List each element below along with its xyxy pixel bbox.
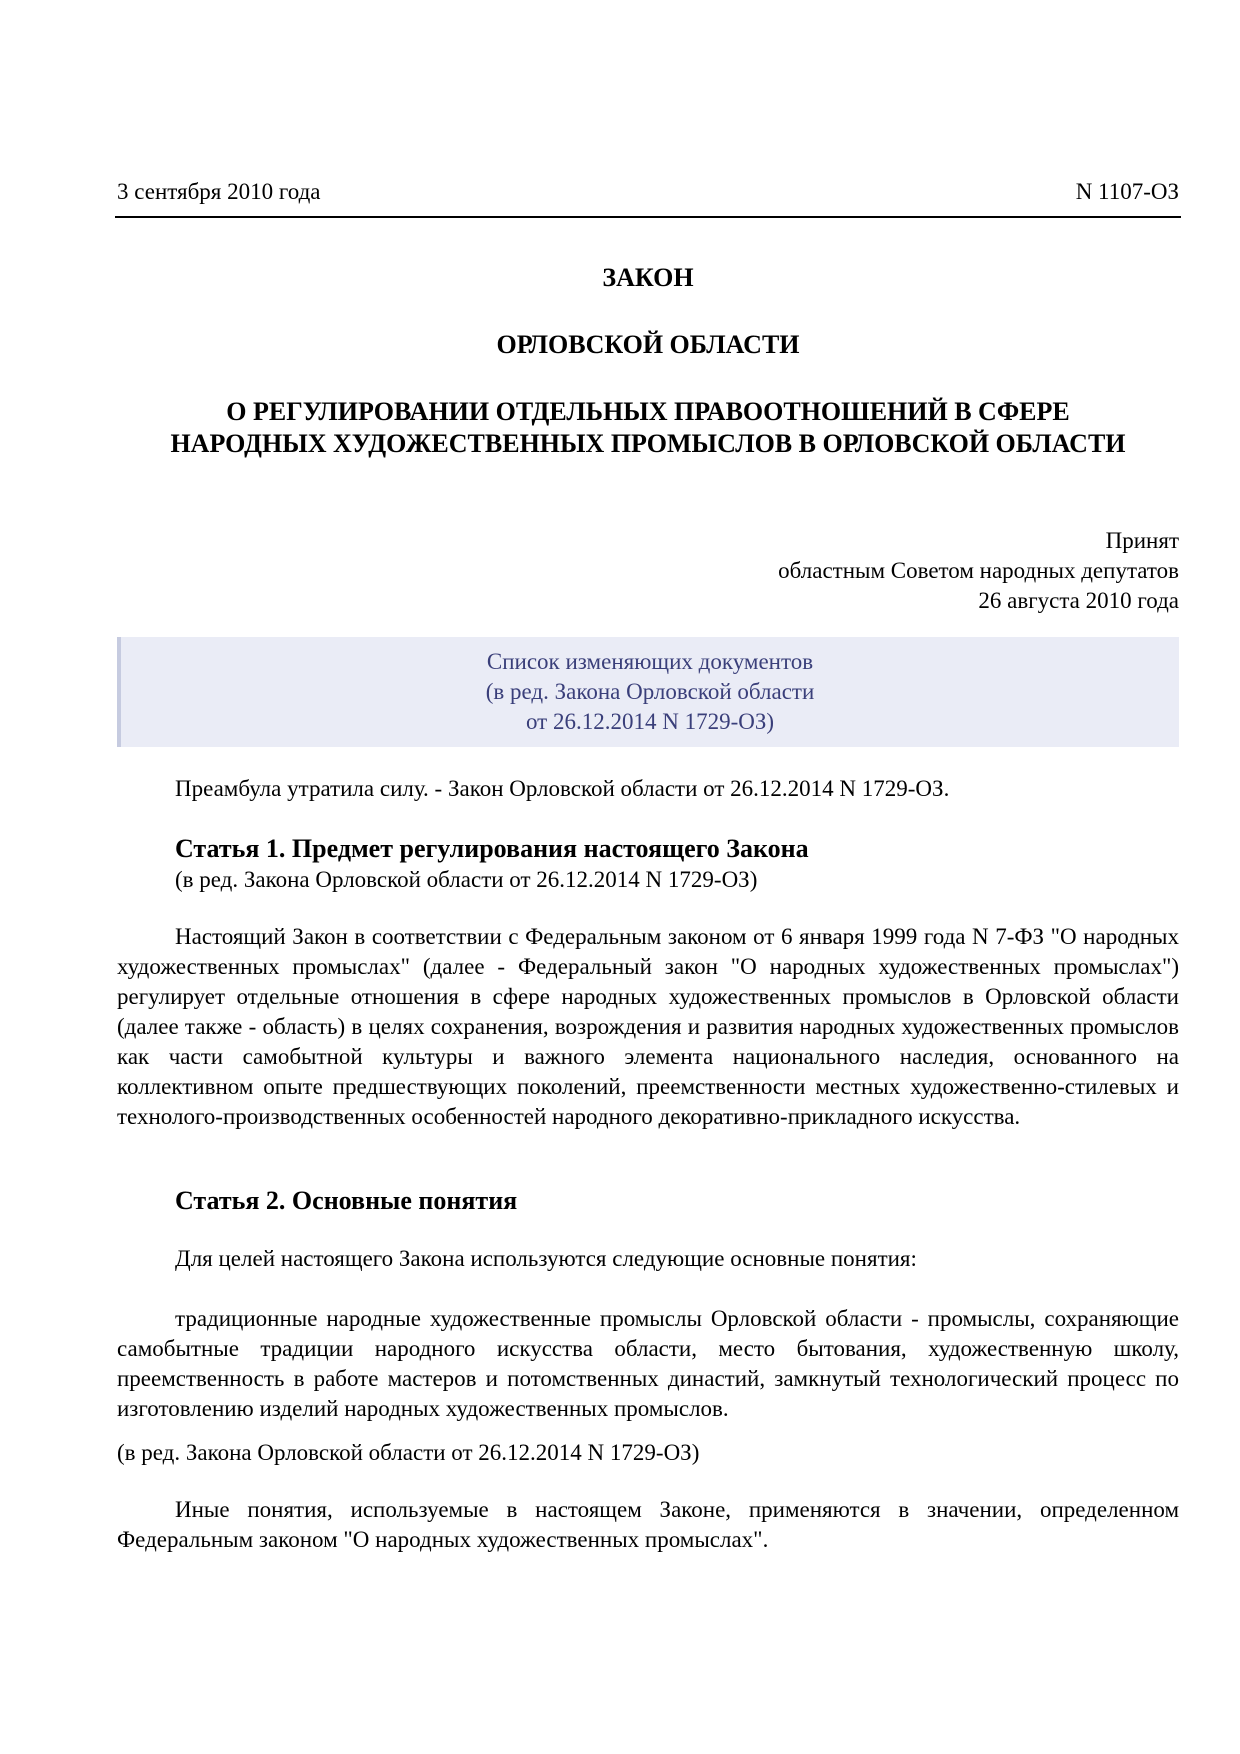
document-type-title: ЗАКОН [602, 263, 694, 292]
article-2-definition: традиционные народные художественные промыслы Орловской области - промыслы, сохраняющие самобытные традиции народного искусства области, место бытования, художественную школу, преемственность в работе мастеров и потомственных династий, замкнутый технологический процесс по изготовлению изделий народных художественных промыслов. [117, 1306, 1179, 1421]
amendments-box [117, 637, 1179, 747]
amendments-line-2: от 26.12.2014 N 1729-ОЗ) [525, 709, 775, 734]
adopted-date: 26 августа 2010 года [978, 588, 1179, 613]
law-number: N 1107-ОЗ [1075, 179, 1179, 204]
amendments-title: Список изменяющих документов [486, 649, 814, 674]
law-date: 3 сентября 2010 года [117, 179, 321, 204]
adopted-label: Принят [1105, 528, 1179, 553]
article-1-text: Настоящий Закон в соответствии с Федеральным законом от 6 января 1999 года N 7-ФЗ "О народных художественных промыслах" (далее - Федеральный закон "О народных художественных промыслах") регулирует отдельные отношения в сфере народных художественных промыслов в Орловской области (далее также - область) в целях сохранения, возрождения и развития народных художественных промыслов как части самобытной культуры и важного элемента национального наследия, основанного на коллективном опыте предшествующих поколений, преемственности местных художественно-стилевых и технолого-производственных особенностей народного декоративно-прикладного искусства. [117, 924, 1179, 1129]
article-1-amendment-note: (в ред. Закона Орловской области от 26.12.2014 N 1729-ОЗ) [175, 867, 758, 892]
article-2-other-terms: Иные понятия, используемые в настоящем Законе, применяются в значении, определенном Федеральным законом "О народных художественных промыслах". [117, 1497, 1179, 1552]
article-2-title: Статья 2. Основные понятия [175, 1186, 518, 1215]
adoption-info [600, 526, 1179, 616]
region-title: ОРЛОВСКОЙ ОБЛАСТИ [496, 330, 800, 359]
preamble-note: Преамбула утратила силу. - Закон Орловской области от 26.12.2014 N 1729-ОЗ. [175, 776, 950, 801]
law-subject-title: О РЕГУЛИРОВАНИИ ОТДЕЛЬНЫХ ПРАВООТНОШЕНИЙ В СФЕРЕ НАРОДНЫХ ХУДОЖЕСТВЕННЫХ ПРОМЫСЛОВ В ОРЛОВСКОЙ ОБЛАСТИ [170, 397, 1126, 458]
amendments-line-1: (в ред. Закона Орловской области [485, 679, 815, 704]
header-divider [115, 216, 1181, 218]
adopted-by: областным Советом народных депутатов [778, 558, 1179, 583]
article-2-intro: Для целей настоящего Закона используются следующие основные понятия: [175, 1246, 917, 1271]
article-2-amendment-note: (в ред. Закона Орловской области от 26.12.2014 N 1729-ОЗ) [117, 1440, 700, 1465]
document-header [117, 176, 1179, 208]
article-1-title: Статья 1. Предмет регулирования настоящего Закона [175, 834, 809, 863]
